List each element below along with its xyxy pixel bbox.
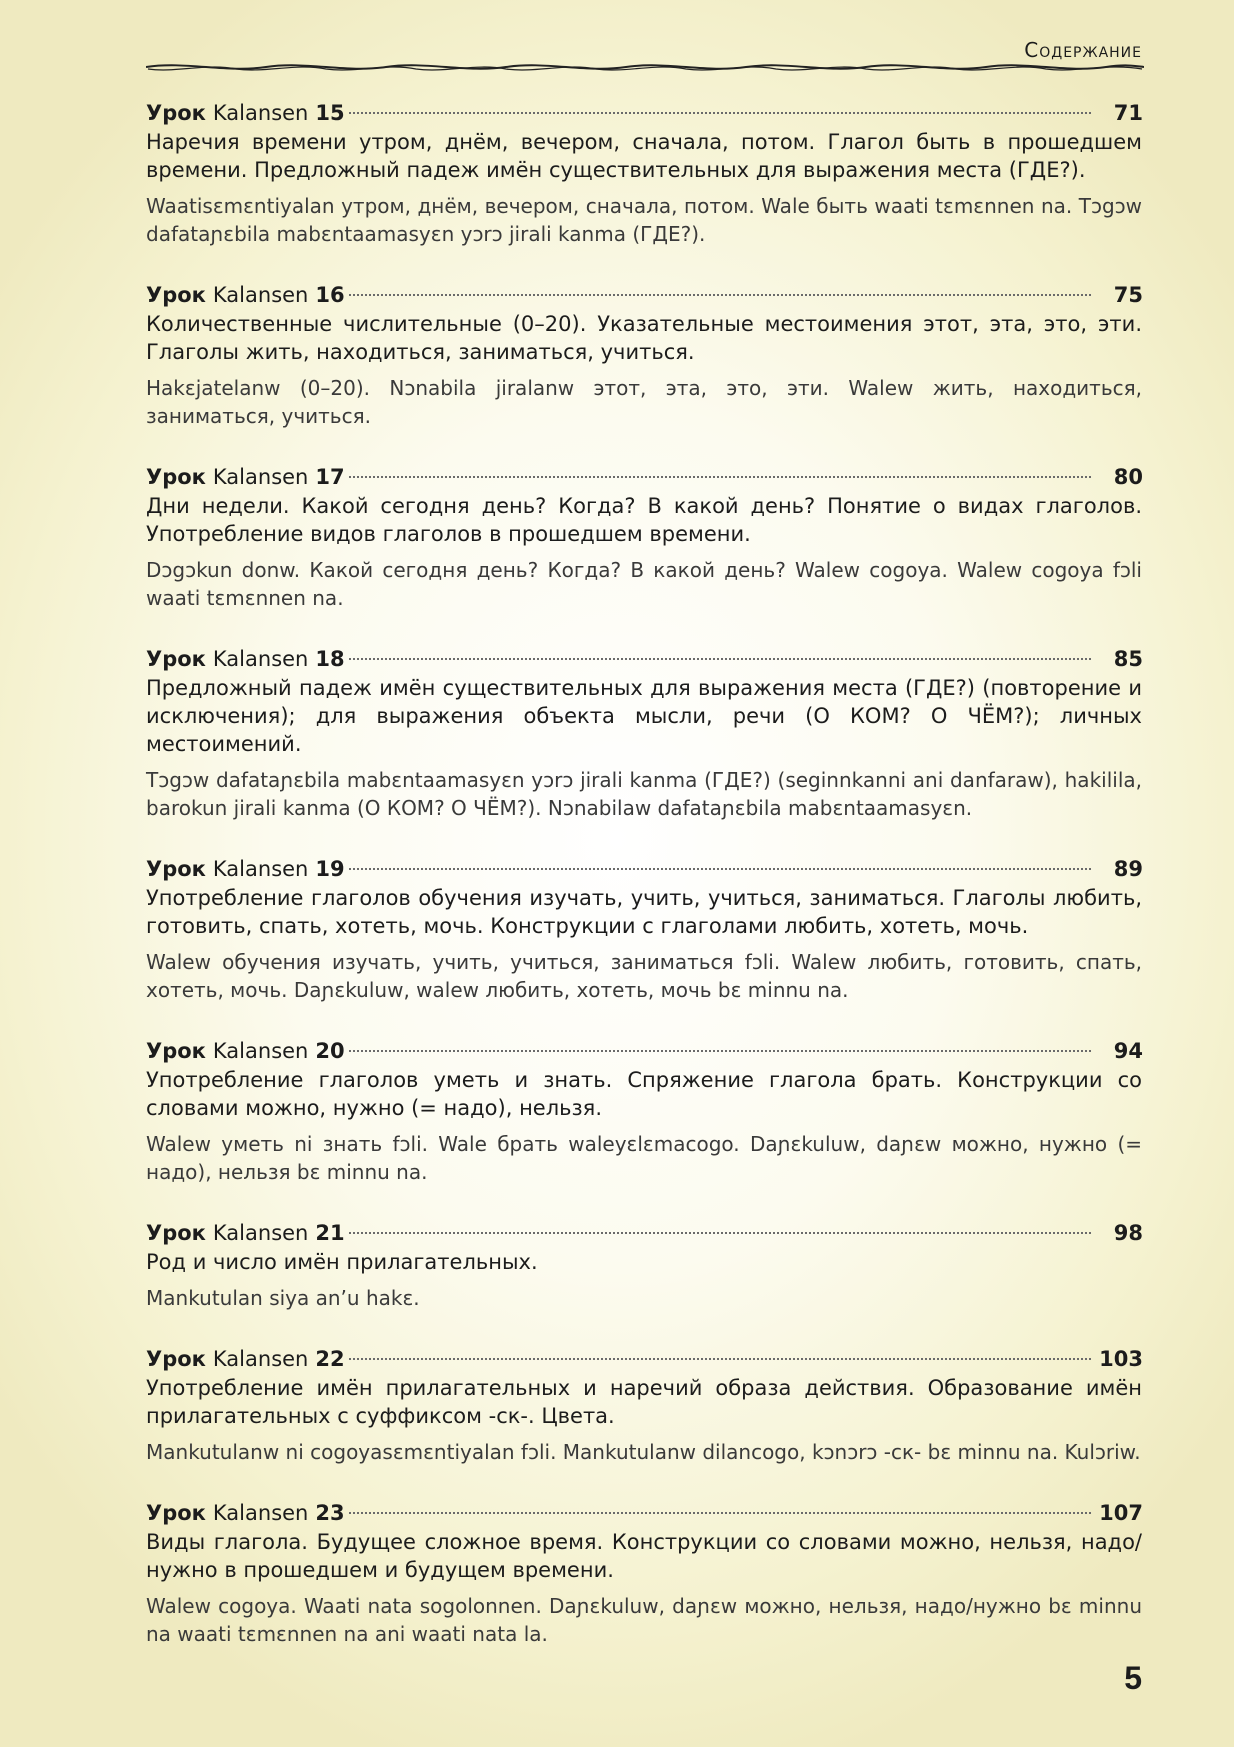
page-ref[interactable]: 98	[1113, 1221, 1143, 1245]
entry-heading	[146, 280, 1143, 310]
bambara-description: Mankutulanw ni cogoyasɛmɛntiyalan fɔli. Mankutulanw dilancogo, kɔnɔrɔ -ск- bɛ minnu na. Kulɔriw.	[146, 1440, 1141, 1464]
bambara-description: Waatisɛmɛntiyalan утром, днём, вечером, сначала, потом. Wale быть waati tɛmɛnnen na. Tɔgɔw dafataɲɛbila mabɛntaamasyɛn yɔrɔ jirali kanma (ГДЕ?).	[146, 194, 1142, 246]
lesson-word: Kalansen	[212, 1221, 309, 1245]
lesson-number: 19	[315, 857, 345, 881]
page-ref[interactable]: 85	[1113, 647, 1143, 671]
page-ref[interactable]: 103	[1099, 1347, 1143, 1371]
contents-list	[146, 98, 1143, 1680]
russian-description: Употребление глаголов уметь и знать. Спряжение глагола брать. Конструкции со словами можно, нужно (= надо), нельзя.	[146, 1068, 1142, 1120]
lesson-word: Kalansen	[212, 1501, 309, 1525]
bambara-description: Mankutulan siya an’u hakɛ.	[146, 1286, 420, 1310]
entry-heading	[146, 462, 1143, 492]
entry-heading	[146, 1218, 1143, 1248]
toc-entry[interactable]	[146, 462, 1143, 612]
bambara-description: Hakɛjatelanw (0–20). Nɔnabila jiralanw этот, эта, это, эти. Walew жить, находиться, заниматься, учиться.	[146, 376, 1142, 428]
lesson-word: Kalansen	[212, 465, 309, 489]
lesson-number: 22	[315, 1347, 345, 1371]
dot-leader	[349, 1358, 1091, 1360]
lesson-word: Kalansen	[212, 647, 309, 671]
lesson-word: Kalansen	[212, 101, 309, 125]
bambara-description: Walew обучения изучать, учить, учиться, заниматься fɔli. Walew любить, готовить, спать, хотеть, мочь. Daɲɛkuluw, walew любить, хотеть, мочь bɛ minnu na.	[146, 950, 1142, 1002]
lesson-label: Урок	[146, 857, 206, 881]
toc-entry[interactable]	[146, 98, 1143, 248]
dot-leader	[349, 294, 1091, 296]
lesson-label: Урок	[146, 283, 206, 307]
lesson-label: Урок	[146, 1221, 206, 1245]
entry-heading	[146, 1036, 1143, 1066]
toc-entry[interactable]	[146, 280, 1143, 430]
page-header-title: Содержание	[1024, 38, 1142, 62]
lesson-label: Урок	[146, 101, 206, 125]
lesson-number: 16	[315, 283, 345, 307]
page-ref[interactable]: 89	[1113, 857, 1143, 881]
bambara-description: Tɔgɔw dafataɲɛbila mabɛntaamasyɛn yɔrɔ jirali kanma (ГДЕ?) (seginnkanni ani danfaraw), hakilila, barokun jirali kanma (О КОМ? О ЧЁМ?). Nɔnabilaw dafataɲɛbila mabɛntaamasyɛn.	[146, 768, 1142, 820]
page-number: 5	[1124, 1660, 1142, 1696]
page-ref[interactable]: 71	[1113, 101, 1143, 125]
dot-leader	[349, 476, 1091, 478]
bambara-description: Dɔgɔkun donw. Какой сегодня день? Когда? В какой день? Walew cogoya. Walew cogoya fɔli waati tɛmɛnnen na.	[146, 558, 1142, 610]
russian-description: Род и число имён прилагательных.	[146, 1250, 538, 1274]
page-ref[interactable]: 80	[1113, 465, 1143, 489]
lesson-word: Kalansen	[212, 857, 309, 881]
page-ref[interactable]: 75	[1113, 283, 1143, 307]
toc-entry[interactable]	[146, 854, 1143, 1004]
entry-heading	[146, 644, 1143, 674]
lesson-word: Kalansen	[212, 1347, 309, 1371]
dot-leader	[349, 1050, 1091, 1052]
entry-heading	[146, 1498, 1143, 1528]
lesson-number: 17	[315, 465, 345, 489]
lesson-number: 15	[315, 101, 345, 125]
bambara-description: Walew уметь ni знать fɔli. Wale брать waleyɛlɛmacogo. Daɲɛkuluw, daɲɛw можно, нужно (= надо), нельзя bɛ minnu na.	[146, 1132, 1142, 1184]
lesson-label: Урок	[146, 465, 206, 489]
russian-description: Употребление имён прилагательных и наречий образа действия. Образование имён прилагательных с суффиксом -ск-. Цвета.	[146, 1376, 1142, 1428]
dot-leader	[349, 1512, 1091, 1514]
russian-description: Предложный падеж имён существительных для выражения места (ГДЕ?) (повторение и исключения); для выражения объекта мысли, речи (О КОМ? О ЧЁМ?); личных местоимений.	[146, 676, 1142, 756]
lesson-label: Урок	[146, 1501, 206, 1525]
russian-description: Количественные числительные (0–20). Указательные местоимения этот, эта, это, эти. Глаголы жить, находиться, заниматься, учиться.	[146, 312, 1142, 364]
dot-leader	[349, 658, 1091, 660]
russian-description: Дни недели. Какой сегодня день? Когда? В какой день? Понятие о видах глаголов. Употребление видов глаголов в прошедшем времени.	[146, 494, 1142, 546]
russian-description: Виды глагола. Будущее сложное время. Конструкции со словами можно, нельзя, надо/нужно в прошедшем и будущем времени.	[146, 1530, 1142, 1582]
entry-heading	[146, 98, 1143, 128]
entry-heading	[146, 1344, 1143, 1374]
page-ref[interactable]: 94	[1113, 1039, 1143, 1063]
page-ref[interactable]: 107	[1099, 1501, 1143, 1525]
dot-leader	[349, 868, 1091, 870]
lesson-number: 20	[315, 1039, 345, 1063]
toc-entry[interactable]	[146, 1036, 1143, 1186]
toc-entry[interactable]	[146, 1498, 1143, 1648]
russian-description: Наречия времени утром, днём, вечером, сначала, потом. Глагол быть в прошедшем времени. Предложный падеж имён существительных для выражения места (ГДЕ?).	[146, 130, 1142, 182]
toc-entry[interactable]	[146, 644, 1143, 822]
lesson-label: Урок	[146, 1347, 206, 1371]
lesson-label: Урок	[146, 647, 206, 671]
lesson-word: Kalansen	[212, 1039, 309, 1063]
lesson-word: Kalansen	[212, 283, 309, 307]
russian-description: Употребление глаголов обучения изучать, учить, учиться, заниматься. Глаголы любить, готовить, спать, хотеть, мочь. Конструкции с глаголами любить, хотеть, мочь.	[146, 886, 1142, 938]
lesson-number: 18	[315, 647, 345, 671]
lesson-number: 21	[315, 1221, 345, 1245]
header-wavy-rule	[146, 58, 1144, 76]
dot-leader	[349, 112, 1091, 114]
toc-entry[interactable]	[146, 1218, 1143, 1312]
bambara-description: Walew cogoya. Waati nata sogolonnen. Daɲɛkuluw, daɲɛw можно, нельзя, надо/нужно bɛ minnu na waati tɛmɛnnen na ani waati nata la.	[146, 1594, 1142, 1646]
dot-leader	[349, 1232, 1091, 1234]
entry-heading	[146, 854, 1143, 884]
lesson-label: Урок	[146, 1039, 206, 1063]
toc-entry[interactable]	[146, 1344, 1143, 1466]
lesson-number: 23	[315, 1501, 345, 1525]
